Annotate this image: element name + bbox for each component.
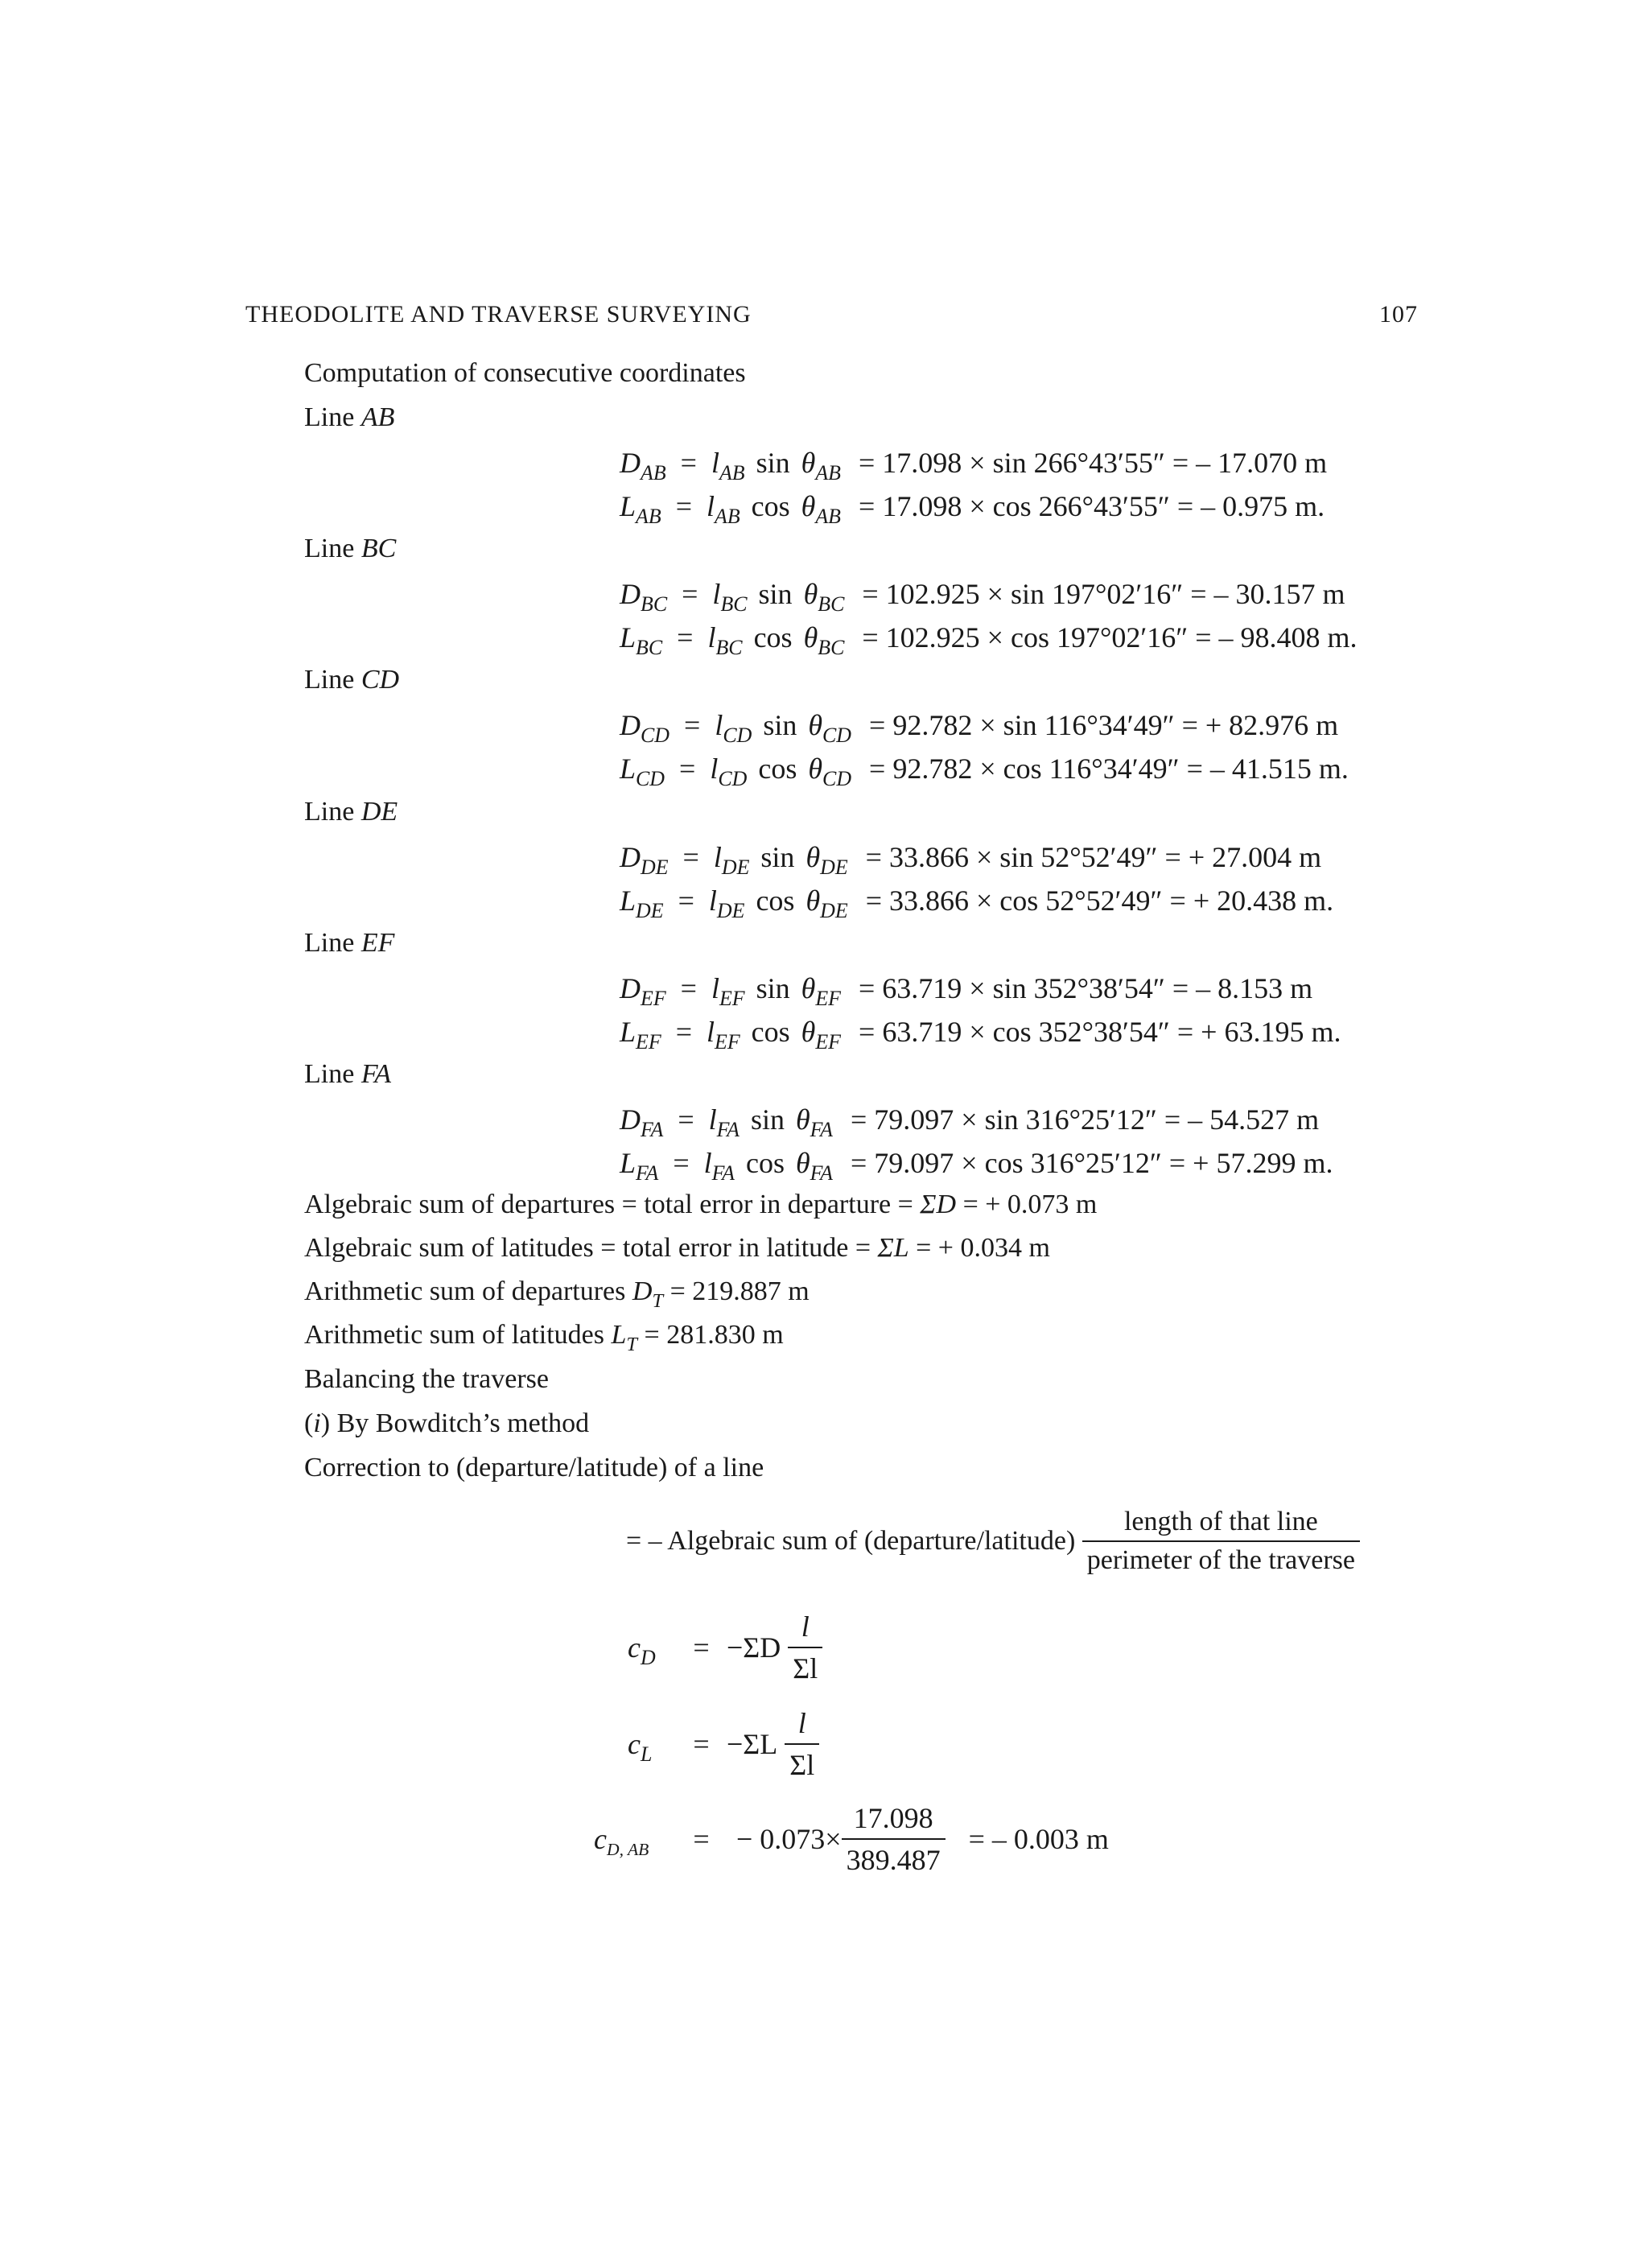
running-title: THEODOLITE AND TRAVERSE SURVEYING	[245, 301, 752, 328]
departure-equation: $D_{CD} = l_{CD}$ $\sin \theta_{CD} = 92.782 \times \sin 116^\circ 34'49''$ = + 82.976 m	[620, 709, 1339, 748]
departure-equation: $D_{FA} = l_{FA}$ $\sin \theta_{FA} = 79.097 \times \sin 316^\circ 25'12''$ = – 54.527 m	[620, 1103, 1320, 1142]
departure-equation: $D_{AB} = l_{AB}$ $\sin \theta_{AB} = 17.098 \times \sin 266^\circ 43'55''$ = – 17.070 m	[620, 447, 1328, 485]
page-number: 107	[1379, 301, 1418, 328]
cdab-formula: $c_{D, AB}$ = − 0.073× $\frac{17.098}{389.487}$ = – 0.003 m	[594, 1802, 1109, 1876]
arithmetic-sum-latitudes: Arithmetic sum of latitudes $L_T = 281.830$ m	[304, 1320, 784, 1355]
latitude-equation: $L_{EF} = l_{EF}$ $\cos \theta_{EF} = 63.719 \times \cos 352^\circ 38'54''$ = + 63.195 m.	[620, 1015, 1341, 1054]
algebraic-sum-departures: Algebraic sum of departures = total error in departure = ΣD = + 0.073 m	[304, 1190, 1098, 1219]
line-heading: Line CD	[304, 665, 400, 695]
departure-equation: $D_{BC} = l_{BC}$ $\sin \theta_{BC} = 102.925 \times \sin 197^\circ 02'16''$ = – 30.157 m	[620, 578, 1345, 616]
cd-formula: $c_D = -\Sigma D$ $\frac{l}{\Sigma l}$	[628, 1610, 822, 1685]
latitude-equation: $L_{DE} = l_{DE}$ $\cos \theta_{DE} = 33.866 \times \cos 52^\circ 52'49''$ = + 20.438 m.	[620, 884, 1334, 922]
arithmetic-sum-departures: Arithmetic sum of departures $D_T = 219.887$ m	[304, 1276, 810, 1312]
line-heading: Line EF	[304, 927, 395, 958]
section-title: Computation of consecutive coordinates	[304, 358, 746, 388]
latitude-equation: $L_{FA} = l_{FA}$ $\cos \theta_{FA} = 79.097 \times \cos 316^\circ 25'12''$ = + 57.299 m.	[620, 1147, 1333, 1186]
latitude-equation: $L_{BC} = l_{BC}$ $\cos \theta_{BC} = 102.925 \times \cos 197^\circ 02'16''$ = – 98.408 m.	[620, 621, 1358, 660]
correction-label: Correction to (departure/latitude) of a line	[304, 1453, 764, 1482]
line-heading: Line BC	[304, 534, 397, 564]
line-heading: Line AB	[304, 402, 395, 432]
latitude-equation: $L_{AB} = l_{AB}$ $\cos \theta_{AB} = 17.098 \times \cos 266^\circ 43'55''$ = – 0.975 m.	[620, 490, 1325, 529]
bowditch-rule: = – Algebraic sum of (departure/latitude) $\frac{\text{length of that line}}{\text{perimeter of the traverse}}$	[626, 1507, 1360, 1576]
balancing-title: Balancing the traverse	[304, 1364, 549, 1394]
latitude-equation: $L_{CD} = l_{CD}$ $\cos \theta_{CD} = 92.782 \times \cos 116^\circ 34'49''$ = – 41.515 m.	[620, 753, 1349, 791]
bowditch-method: (i) By Bowditch’s method	[304, 1408, 590, 1438]
departure-equation: $D_{DE} = l_{DE}$ $\sin \theta_{DE} = 33.866 \times \sin 52^\circ 52'49''$ = + 27.004 m	[620, 840, 1322, 879]
departure-equation: $D_{EF} = l_{EF}$ $\sin \theta_{EF} = 63.719 \times \sin 352^\circ 38'54''$ = – 8.153 m	[620, 971, 1313, 1010]
line-heading: Line FA	[304, 1059, 391, 1089]
line-heading: Line DE	[304, 796, 398, 827]
cl-formula: $c_L = -\Sigma L$ $\frac{l}{\Sigma l}$	[628, 1706, 819, 1782]
algebraic-sum-latitudes: Algebraic sum of latitudes = total error in latitude = ΣL = + 0.034 m	[304, 1233, 1050, 1263]
